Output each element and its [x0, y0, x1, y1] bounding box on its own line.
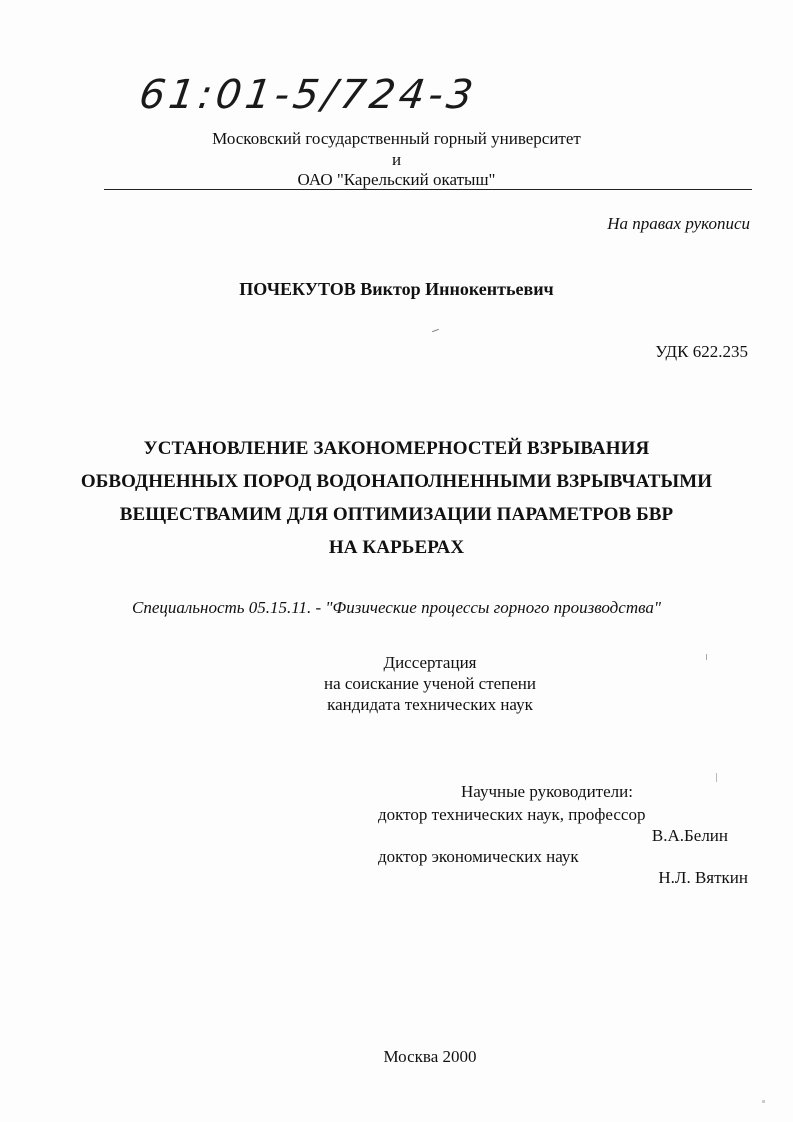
- udk-code: УДК 622.235: [655, 342, 748, 361]
- rights-note: На правах рукописи: [607, 214, 750, 233]
- handwritten-code-text: 61:01-5/724-3: [140, 72, 480, 118]
- scan-speck: [762, 1100, 765, 1103]
- scan-speck: [706, 654, 707, 660]
- handwritten-archive-code: [140, 64, 500, 124]
- conjunction-and: и: [391, 150, 402, 169]
- title-line-3: ВЕЩЕСТВАМИМ ДЛЯ ОПТИМИЗАЦИИ ПАРАМЕТРОВ БВР: [119, 504, 674, 525]
- dissertation-line-2: на соискание ученой степени: [323, 674, 537, 693]
- advisor-1-degree: доктор технических наук, профессор: [378, 805, 646, 824]
- title-line-1: УСТАНОВЛЕНИЕ ЗАКОНОМЕРНОСТЕЙ ВЗРЫВАНИЯ: [143, 438, 650, 459]
- company-name: ОАО "Карельский окатыш": [297, 170, 496, 189]
- advisor-2-name: Н.Л. Вяткин: [658, 868, 748, 887]
- city-year: Москва 2000: [383, 1047, 477, 1066]
- dissertation-line-1: Диссертация: [383, 653, 477, 672]
- author-name: ПОЧЕКУТОВ Виктор Иннокентьевич: [239, 279, 554, 299]
- header-divider: [104, 189, 752, 190]
- university-name: Московский государственный горный университет: [212, 129, 581, 148]
- title-line-2: ОБВОДНЕННЫХ ПОРОД ВОДОНАПОЛНЕННЫМИ ВЗРЫВЧАТЫМИ: [80, 471, 713, 492]
- dissertation-line-3: кандидата технических наук: [327, 695, 533, 714]
- advisor-2-degree: доктор экономических наук: [378, 847, 579, 866]
- advisor-1-name: В.А.Белин: [651, 826, 728, 845]
- scan-speck: [716, 773, 717, 782]
- specialty: Специальность 05.15.11. - "Физические процессы горного производства": [131, 598, 662, 617]
- handwritten-code-drawing: [140, 64, 500, 124]
- advisors-heading: Научные руководители:: [461, 782, 633, 801]
- title-line-4: НА КАРЬЕРАХ: [328, 537, 465, 558]
- scan-speck: [432, 329, 439, 332]
